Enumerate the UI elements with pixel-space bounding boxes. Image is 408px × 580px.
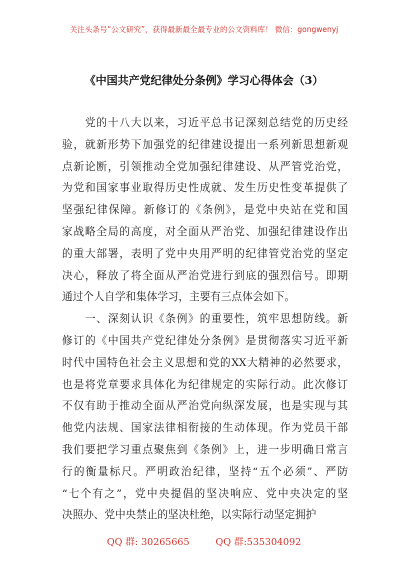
body-line: 不仅有助于推动全面从严治党向纵深发展，也是实现与其	[62, 400, 348, 413]
body-line: 时代中国特色社会主义思想和党的XX大精神的必然要求，	[62, 356, 348, 369]
body-line: 通过个人自学和集体学习，主要有三点体会如下。	[62, 291, 296, 304]
document-title: 《中国共产党纪律处分条例》学习心得体会（3）	[84, 74, 324, 87]
body-line: 行的衡量标尺。严明政治纪律，坚持“五个必须”、严防	[62, 465, 348, 478]
body-line: 他党内法规、国家法律相衔接的生动体现。作为党员干部	[62, 422, 348, 435]
body-line: 也是将党章要求具体化为纪律规定的实际行动。此次修订	[62, 378, 348, 391]
body-line: 家战略全局的高度，对全面从严治党、加强纪律建设作出	[62, 225, 348, 238]
promo-banner: 关注头条号“公文研究”，获得最新最全最专业的公文资料库！ 微信：gongwenyj	[69, 25, 339, 34]
body-line: 的重大部署，表明了党中央用严明的纪律管党治党的坚定	[62, 247, 348, 260]
body-line: 一、深刻认识《条例》的重要性，筑牢思想防线。新	[62, 313, 348, 326]
qq-group-left: QQ 群: 30265665	[106, 537, 190, 548]
body-line: 点新论断，引领推动全党加强纪律建设、从严管党治党，	[62, 160, 348, 173]
qq-group-right: QQ 群:535304092	[215, 537, 302, 548]
body-line: “七个有之”，党中央提倡的坚决响应、党中央决定的坚	[62, 487, 348, 500]
body-line: 修订的《中国共产党纪律处分条例》是贯彻落实习近平新	[62, 334, 348, 347]
body-line: 决照办、党中央禁止的坚决杜绝，以实际行动坚定拥护	[62, 509, 317, 522]
footer	[0, 534, 408, 548]
body-line: 党的十八大以来，习近平总书记深刻总结党的历史经	[62, 117, 348, 129]
body-line: 我们要把学习重点聚焦到《条例》上，进一步明确日常言	[62, 443, 348, 456]
body-line: 为党和国家事业取得历史性成就、发生历史性变革提供了	[62, 182, 348, 195]
body-line: 验，就新形势下加强党的纪律建设提出一系列新思想新观	[62, 138, 348, 151]
body-line: 决心，释放了将全面从严治党进行到底的强烈信号。即期	[62, 269, 348, 282]
body-line: 坚强纪律保障。新修订的《条例》，是党中央站在党和国	[62, 204, 348, 217]
document-body	[62, 113, 348, 527]
